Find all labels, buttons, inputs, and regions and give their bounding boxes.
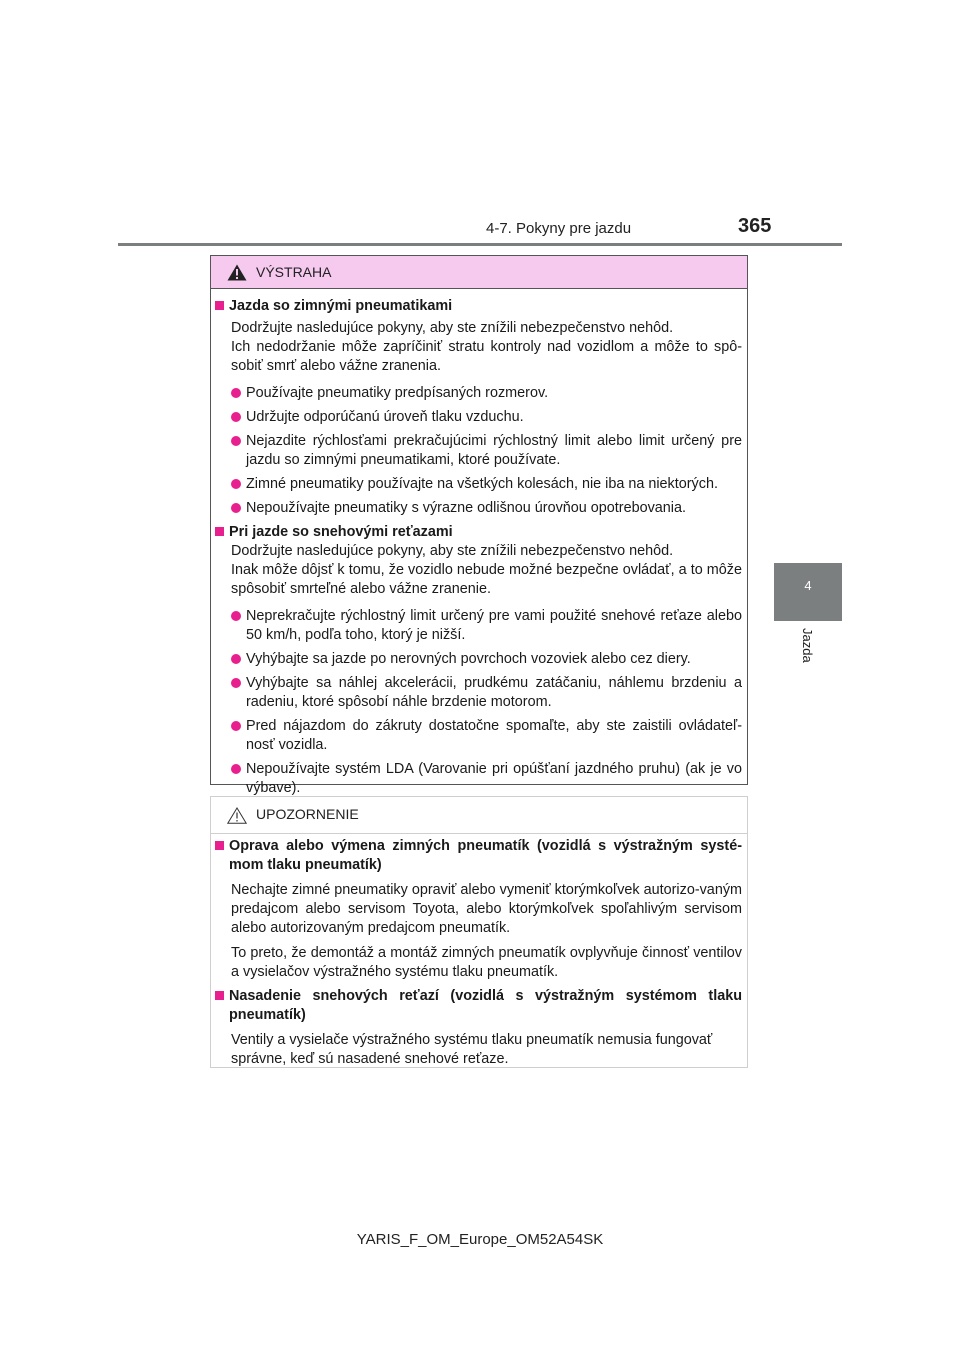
paragraph: Dodržujte nasledujúce pokyny, aby ste znížili nebezpečenstvo nehôd. [231, 543, 674, 559]
warning-content [215, 297, 742, 798]
bullet-dot-icon [231, 503, 241, 513]
warning-header [211, 256, 747, 289]
list-item: Udržujte odporúčanú úroveň tlaku vzduchu. [215, 408, 742, 427]
square-bullet-icon [215, 301, 224, 310]
list-item: Neprekračujte rýchlostný limit určený pre vami použité snehové reťaze alebo 50 km/h, podľa toho, ktorý je nižší. [215, 607, 742, 645]
warning-triangle-icon [227, 264, 247, 281]
paragraph: Inak môže dôjsť k tomu, že vozidlo nebude možné bezpečne ovládať, a to môže spôsobiť smrteľné alebo vážne zranenie. [231, 562, 742, 597]
paragraph: Ich nedodržanie môže zapríčiniť stratu kontroly nad vozidlom a môže to spô-sobiť smrť alebo vážne zranenia. [231, 339, 742, 374]
bullet-dot-icon [231, 388, 241, 398]
warning-section-heading: Pri jazde so snehovými reťazami [215, 523, 742, 542]
paragraph: Ventily a vysielače výstražného systému tlaku pneumatík nemusia fungovať správne, keď sú nasadené snehové reťaze. [231, 1032, 713, 1067]
list-item: Používajte pneumatiky predpísaných rozmerov. [215, 384, 742, 403]
caution-header [211, 797, 747, 834]
bullet-dot-icon [231, 678, 241, 688]
bullet-dot-icon [231, 721, 241, 731]
chapter-label: Jazda [800, 628, 815, 663]
warning-title: VÝSTRAHA [256, 264, 332, 280]
caution-box [210, 796, 748, 1068]
list-item: Nepoužívajte systém LDA (Varovanie pri opúšťaní jazdného pruhu) (ak je vo výbave). [215, 760, 742, 798]
header-rule [118, 243, 842, 246]
square-bullet-icon [215, 991, 224, 1000]
caution-title: UPOZORNENIE [256, 806, 359, 822]
list-item: Nejazdite rýchlosťami prekračujúcimi rýchlostný limit alebo limit určený pre jazdu so zimnými pneumatikami, ktoré používate. [215, 432, 742, 470]
paragraph: Dodržujte nasledujúce pokyny, aby ste znížili nebezpečenstvo nehôd. [231, 320, 674, 336]
list-item: Zimné pneumatiky používajte na všetkých kolesách, nie iba na niektorých. [215, 475, 742, 494]
bullet-dot-icon [231, 436, 241, 446]
document-code: YARIS_F_OM_Europe_OM52A54SK [356, 1231, 604, 1248]
warning-section-heading: Jazda so zimnými pneumatikami [215, 297, 742, 316]
warning-box [210, 255, 748, 796]
list-item: Nepoužívajte pneumatiky s výrazne odlišnou úrovňou opotrebovania. [215, 499, 742, 518]
bullet-dot-icon [231, 764, 241, 774]
paragraph: Nechajte zimné pneumatiky opraviť alebo vymeniť ktorýmkoľvek autorizo-vaným predajcom alebo servisom Toyota, alebo ktorýmkoľvek spoľahlivým servisom alebo autorizovaným predajcom pneumatík. [231, 882, 742, 936]
square-bullet-icon [215, 527, 224, 536]
caution-section-heading: Oprava alebo výmena zimných pneumatík (vozidlá s výstražným systé-mom tlaku pneumatík) [215, 837, 742, 875]
caution-section-heading: Nasadenie snehových reťazí (vozidlá s výstražným systémom tlaku pneumatík) [215, 987, 742, 1025]
bullet-dot-icon [231, 412, 241, 422]
page-number: 365 [738, 215, 772, 237]
list-item: Vyhýbajte sa náhlej akcelerácii, prudkému zatáčaniu, náhlemu brzdeniu a radeniu, ktoré spôsobí náhle brzdenie motorom. [215, 674, 742, 712]
square-bullet-icon [215, 841, 224, 850]
list-item: Vyhýbajte sa jazde po nerovných povrchoch vozoviek alebo cez diery. [215, 650, 742, 669]
list-item: Pred nájazdom do zákruty dostatočne spomaľte, aby ste zaistili ovládateľ-nosť vozidla. [215, 717, 742, 755]
bullet-dot-icon [231, 654, 241, 664]
section-title: 4-7. Pokyny pre jazdu [486, 220, 632, 237]
caution-content [215, 837, 742, 1069]
paragraph: To preto, že demontáž a montáž zimných pneumatík ovplyvňuje činnosť ventilov a vysielačov výstražného systému tlaku pneumatík. [231, 945, 742, 980]
bullet-dot-icon [231, 611, 241, 621]
caution-triangle-icon [227, 807, 247, 824]
chapter-number: 4 [804, 578, 812, 593]
bullet-dot-icon [231, 479, 241, 489]
